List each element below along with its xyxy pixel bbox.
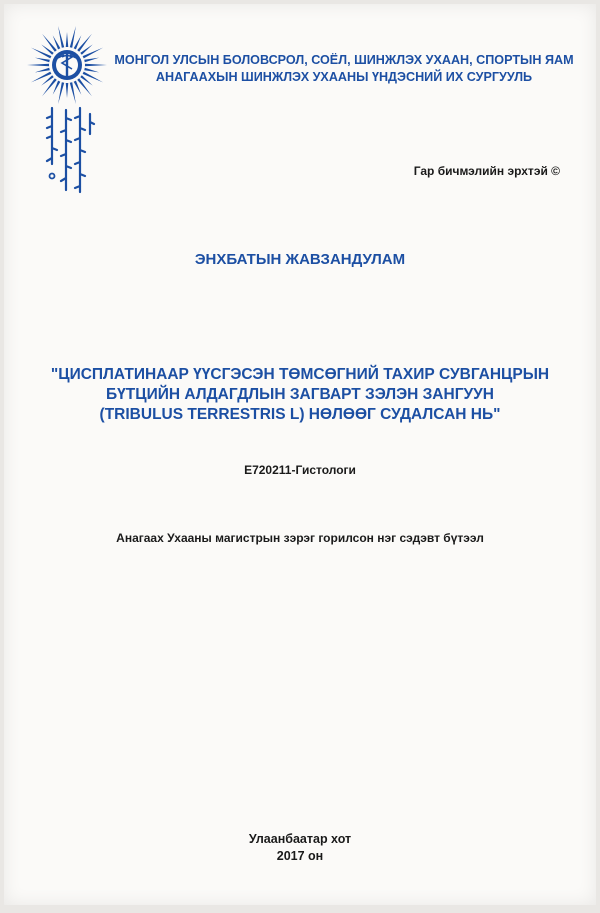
institution-heading xyxy=(112,52,576,86)
thesis-title-line-1: "ЦИСПЛАТИНААР ҮҮСГЭСЭН ТӨМСӨГНИЙ ТАХИР СУВГАНЦРЫН xyxy=(50,366,550,383)
cover-page xyxy=(4,4,596,905)
specialty-code: E720211-Гистологи xyxy=(244,463,356,477)
thesis-title-line-2: БҮТЦИЙН АЛДАГДЛЫН ЗАГВАРТ ЗЭЛЭН ЗАНГУУН xyxy=(106,386,494,403)
university-emblem-icon xyxy=(26,24,108,106)
city: Улаанбаатар хот xyxy=(248,832,352,846)
degree-statement: Анагаах Ухааны магистрын зэрэг горилсон нэг сэдэвт бүтээл xyxy=(116,531,484,545)
thesis-title xyxy=(34,365,566,425)
year: 2017 он xyxy=(276,849,324,863)
author-name: ЭНХБАТЫН ЖАВЗАНДУЛАМ xyxy=(194,251,406,268)
university-name: АНАГААХЫН ШИНЖЛЭХ УХААНЫ ҮНДЭСНИЙ ИХ СУРГУУЛЬ xyxy=(155,70,533,84)
copyright-notice: Гар бичмэлийн эрхтэй © xyxy=(413,164,560,178)
thesis-title-line-3: (TRIBULUS TERRESTRIS L) НӨЛӨӨГ СУДАЛСАН НЬ" xyxy=(99,406,501,423)
ministry-name: МОНГОЛ УЛСЫН БОЛОВСРОЛ, СОЁЛ, ШИНЖЛЭХ УХААН, СПОРТЫН ЯАМ xyxy=(114,53,574,67)
mongolian-script-name-icon xyxy=(42,104,96,196)
place-and-year xyxy=(4,831,596,865)
